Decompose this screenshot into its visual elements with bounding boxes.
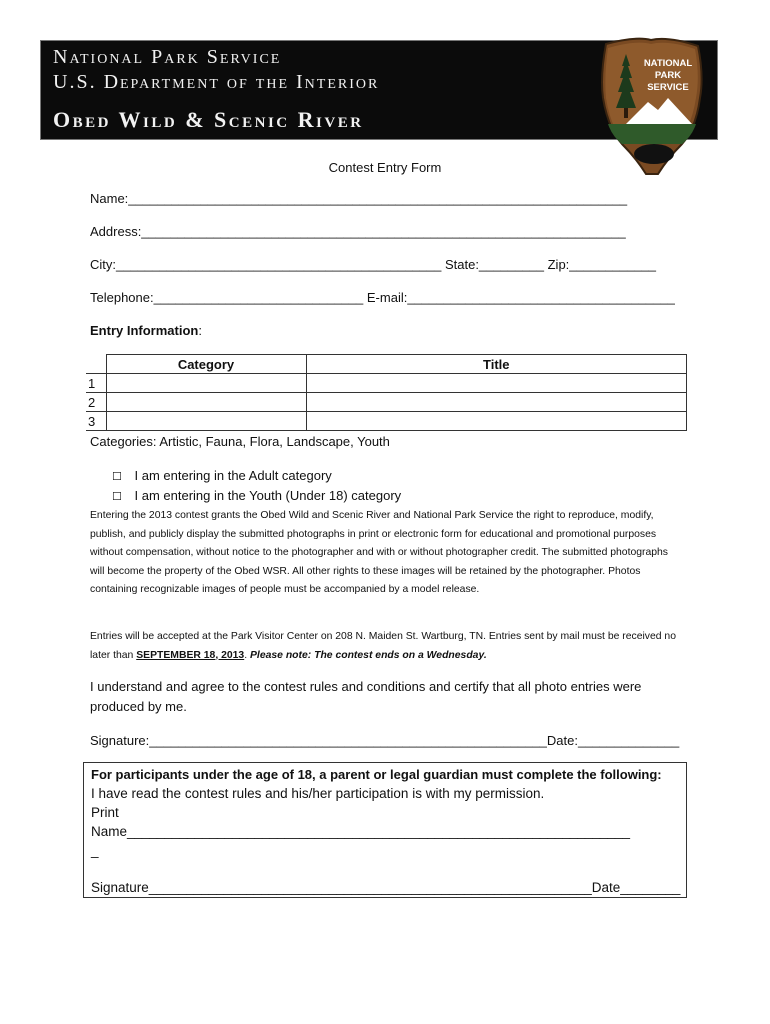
- city-state-zip-field[interactable]: City:_____________________________________________ State:_________ Zip:____________: [90, 257, 657, 272]
- name-field[interactable]: Name:_____________________________________________________________________: [90, 191, 628, 206]
- checkbox-icon[interactable]: ☐: [112, 470, 122, 483]
- logo-text-3: SERVICE: [647, 82, 689, 93]
- category-header: Category: [106, 355, 306, 374]
- adult-category-option[interactable]: [112, 468, 332, 483]
- form-title: Contest Entry Form: [328, 160, 442, 175]
- guardian-name-overflow: _: [91, 843, 99, 858]
- park-name: Obed Wild & Scenic River: [53, 107, 364, 132]
- agency-name: National Park Service: [53, 46, 282, 68]
- phone-email-field[interactable]: Telephone:_____________________________ E-mail:_____________________________________: [90, 290, 675, 305]
- title-cell[interactable]: [306, 374, 687, 393]
- nps-arrowhead-logo: [596, 36, 706, 176]
- row-number-header: [86, 355, 106, 374]
- youth-category-option[interactable]: [112, 488, 401, 503]
- logo-text-2: PARK: [654, 70, 682, 81]
- department-name: U.S. Department of the Interior: [53, 71, 380, 93]
- guardian-statement: I have read the contest rules and his/her participation is with my permission.: [91, 786, 545, 801]
- adult-category-label: I am entering in the Adult category: [134, 468, 332, 483]
- guardian-name-field[interactable]: Name___________________________________________________________________: [91, 824, 631, 839]
- table-row: [86, 393, 687, 412]
- guardian-print-label: Print: [91, 805, 119, 820]
- youth-category-label: I am entering in the Youth (Under 18) category: [134, 488, 402, 503]
- row-number: 2: [86, 393, 106, 412]
- checkbox-icon[interactable]: ☐: [112, 490, 122, 503]
- category-cell[interactable]: [106, 374, 306, 393]
- deadline-separator: .: [244, 649, 250, 661]
- entries-table: [86, 354, 687, 431]
- logo-text-1: NATIONAL: [643, 58, 693, 69]
- deadline-date: SEPTEMBER 18, 2013: [136, 649, 245, 661]
- table-row: [86, 412, 687, 431]
- deadline-text: Entries will be accepted at the Park Visitor Center on 208 N. Maiden St. Wartburg, TN. Entries sent by mail must be received no later than: [90, 631, 676, 661]
- row-number: 3: [86, 412, 106, 431]
- table-header-row: [86, 355, 687, 374]
- title-cell[interactable]: [306, 412, 687, 431]
- deadline-paragraph: [90, 628, 682, 665]
- deadline-note: Please note: The contest ends on a Wednesday.: [250, 649, 487, 661]
- categories-list: Categories: Artistic, Fauna, Flora, Landscape, Youth: [90, 434, 390, 449]
- entry-info-heading: [90, 323, 202, 338]
- category-cell[interactable]: [106, 393, 306, 412]
- agreement-statement: I understand and agree to the contest rules and conditions and certify that all photo entries were produced by me.: [90, 679, 642, 714]
- guardian-heading: For participants under the age of 18, a parent or legal guardian must complete the following:: [91, 767, 662, 782]
- guardian-signature-field[interactable]: Signature___________________________________________________________Date________: [91, 880, 681, 895]
- entry-info-label: Entry Information: [90, 323, 199, 338]
- row-number: 1: [86, 374, 106, 393]
- rights-paragraph: Entering the 2013 contest grants the Obed Wild and Scenic River and National Park Service the right to reproduce, modify, publish, and publicly display the submitted photographs in print or electronic form for educational and promotional purposes without compensation, without notice to the photographer and with or without photographer credit. The submitted photographs will become the property of the Obed WSR. All other rights to these images will be retained by the photographer. Photos containing recognizable images of people must be accompanied by a model release.: [90, 510, 669, 595]
- signature-date-field[interactable]: Signature:_______________________________________________________Date:______________: [90, 733, 680, 748]
- category-cell[interactable]: [106, 412, 306, 431]
- title-header: Title: [306, 355, 687, 374]
- guardian-consent-box: [83, 762, 687, 898]
- entry-info-colon: :: [198, 323, 202, 338]
- table-row: [86, 374, 687, 393]
- address-field[interactable]: Address:___________________________________________________________________: [90, 224, 626, 239]
- title-cell[interactable]: [306, 393, 687, 412]
